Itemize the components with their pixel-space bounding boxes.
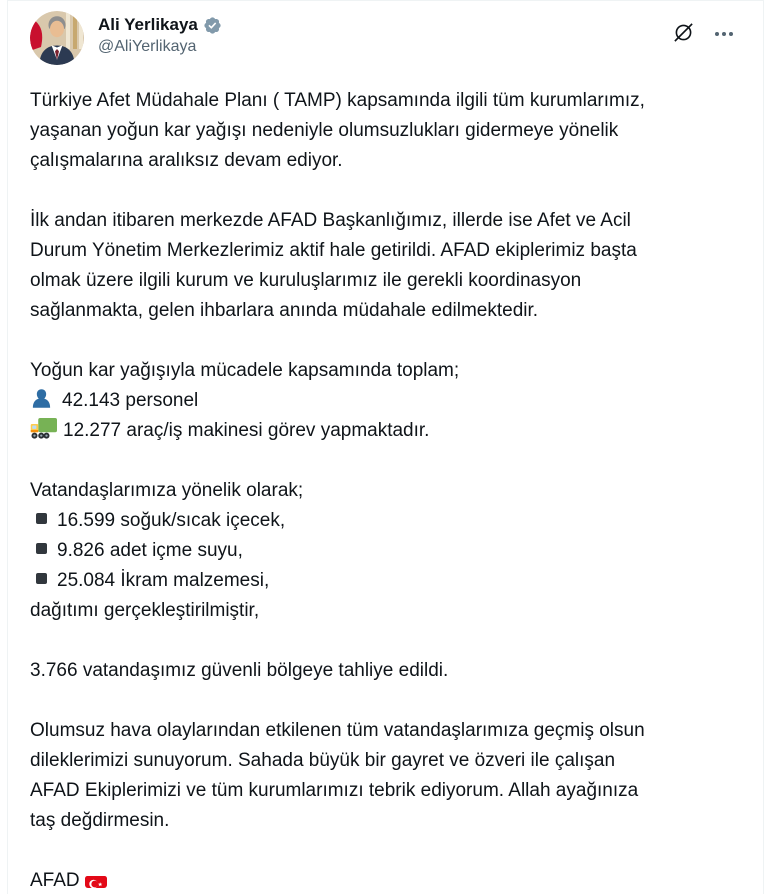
post-line	[30, 536, 741, 566]
post-text-segment: 42.143 personel	[62, 390, 199, 411]
post-line	[30, 566, 741, 596]
post-text-segment: 16.599 soğuk/sıcak içecek,	[57, 510, 286, 531]
post-line	[30, 476, 741, 506]
grok-button[interactable]	[670, 19, 697, 49]
post-paragraph	[30, 86, 741, 176]
user-handle[interactable]: @AliYerlikaya	[98, 38, 197, 55]
post-line	[30, 506, 741, 536]
user-identity	[98, 11, 222, 58]
verified-badge-icon[interactable]	[203, 16, 222, 35]
post-text-segment: dağıtımı gerçekleştirilmiştir,	[30, 600, 260, 621]
post-line	[30, 116, 741, 146]
post-text-segment: Vatandaşlarımıza yönelik olarak;	[30, 480, 304, 501]
tweet-text	[30, 86, 741, 894]
post-text-segment: 3.766 vatandaşımız güvenli bölgeye tahliye edildi.	[30, 660, 449, 681]
post-paragraph	[30, 866, 741, 894]
post-line	[30, 386, 741, 416]
post-line	[30, 236, 741, 266]
post-line	[30, 266, 741, 296]
post-text-segment: Türkiye Afet Müdahale Planı ( TAMP) kapsamında ilgili tüm kurumlarımız,	[30, 90, 645, 111]
post-text-segment: AFAD	[30, 870, 80, 891]
flag-turkey-icon	[85, 872, 107, 888]
bust-in-silhouette-icon	[30, 387, 53, 410]
more-button[interactable]	[713, 30, 735, 38]
articulated-lorry-icon	[30, 417, 57, 440]
post-line	[30, 656, 741, 686]
post-paragraph	[30, 716, 741, 836]
post-paragraph	[30, 206, 741, 326]
post-text-segment: İlk andan itibaren merkezde AFAD Başkanlığımız, illerde ise Afet ve Acil	[30, 210, 631, 231]
post-line	[30, 866, 741, 894]
post-line	[30, 206, 741, 236]
post-line	[30, 296, 741, 326]
post-text-segment: Olumsuz hava olaylarından etkilenen tüm vatandaşlarımıza geçmiş olsun	[30, 720, 645, 741]
post-line	[30, 776, 741, 806]
post-text-segment: Durum Yönetim Merkezlerimiz aktif hale getirildi. AFAD ekiplerimiz başta	[30, 240, 637, 261]
post-text-segment: olmak üzere ilgili kurum ve kuruluşlarımız ile gerekli koordinasyon	[30, 270, 582, 291]
post-text-segment: AFAD Ekiplerimizi ve tüm kurumlarımızı tebrik ediyorum. Allah ayağınıza	[30, 780, 639, 801]
post-text-segment: çalışmalarına aralıksız devam ediyor.	[30, 150, 343, 171]
post-text-segment: Yoğun kar yağışıyla mücadele kapsamında toplam;	[30, 360, 460, 381]
post-line	[30, 86, 741, 116]
post-text-segment: yaşanan yoğun kar yağışı nedeniyle olumsuzlukları gidermeye yönelik	[30, 120, 619, 141]
post-line	[30, 596, 741, 626]
tweet-header	[30, 11, 741, 65]
post-text-segment: sağlanmakta, gelen ihbarlara anında müdahale edilmektedir.	[30, 300, 539, 321]
post-line	[30, 806, 741, 836]
display-name[interactable]: Ali Yerlikaya	[98, 15, 198, 34]
post-paragraph	[30, 356, 741, 446]
post-line	[30, 416, 741, 446]
post-paragraph	[30, 656, 741, 686]
post-line	[30, 716, 741, 746]
name-row	[98, 14, 222, 36]
ellipsis-more-icon	[715, 32, 733, 36]
tweet-card	[7, 0, 764, 894]
post-text-segment: dileklerimizi sunuyorum. Sahada büyük bir gayret ve özveri ile çalışan	[30, 750, 616, 771]
post-line	[30, 146, 741, 176]
black-small-square-icon	[36, 543, 47, 554]
post-text-segment: 12.277 araç/iş makinesi görev yapmaktadır.	[63, 420, 430, 441]
avatar[interactable]	[30, 11, 84, 65]
header-actions	[670, 11, 741, 49]
post-text-segment: 25.084 İkram malzemesi,	[57, 570, 270, 591]
post-text-segment: taş değdirmesin.	[30, 810, 170, 831]
grok-slashed-circle-icon	[672, 21, 695, 47]
post-line	[30, 356, 741, 386]
post-paragraph	[30, 476, 741, 626]
black-small-square-icon	[36, 513, 47, 524]
black-small-square-icon	[36, 573, 47, 584]
post-line	[30, 746, 741, 776]
post-text-segment: 9.826 adet içme suyu,	[57, 540, 243, 561]
